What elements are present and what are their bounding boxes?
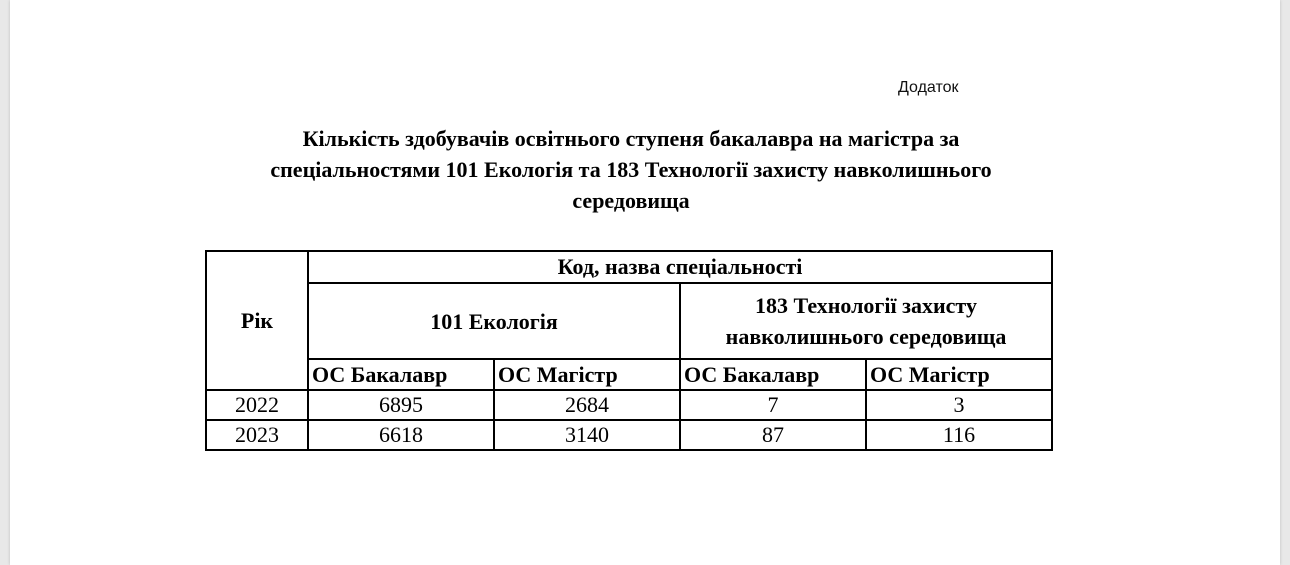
level-header-master: ОС Магістр <box>494 359 680 390</box>
table-row <box>206 390 1052 420</box>
year-cell: 2023 <box>206 420 308 450</box>
document-title <box>206 123 1056 216</box>
value-cell: 2684 <box>494 390 680 420</box>
title-line: Кількість здобувачів освітнього ступеня бакалавра на магістра за <box>302 126 960 151</box>
value-cell: 3 <box>866 390 1052 420</box>
level-header-bachelor: ОС Бакалавр <box>308 359 494 390</box>
value-cell: 3140 <box>494 420 680 450</box>
specialty-header-line: навколишнього середовища <box>725 324 1007 349</box>
level-header-bachelor: ОС Бакалавр <box>680 359 866 390</box>
title-line: спеціальностями 101 Екологія та 183 Технології захисту навколишнього <box>270 157 992 182</box>
appendix-label: Додаток <box>898 79 959 96</box>
year-cell: 2022 <box>206 390 308 420</box>
specialty-header-environment <box>680 283 1052 359</box>
value-cell: 87 <box>680 420 866 450</box>
specialty-header-ecology: 101 Екологія <box>308 283 680 359</box>
value-cell: 7 <box>680 390 866 420</box>
specialty-group-header: Код, назва спеціальності <box>308 251 1052 283</box>
specialty-header-line: 183 Технології захисту <box>755 293 977 318</box>
value-cell: 6618 <box>308 420 494 450</box>
students-table <box>205 250 1053 451</box>
year-header: Рік <box>206 251 308 390</box>
title-line: середовища <box>572 188 690 213</box>
table-row <box>206 420 1052 450</box>
document-page <box>10 0 1280 565</box>
value-cell: 6895 <box>308 390 494 420</box>
value-cell: 116 <box>866 420 1052 450</box>
level-header-master: ОС Магістр <box>866 359 1052 390</box>
